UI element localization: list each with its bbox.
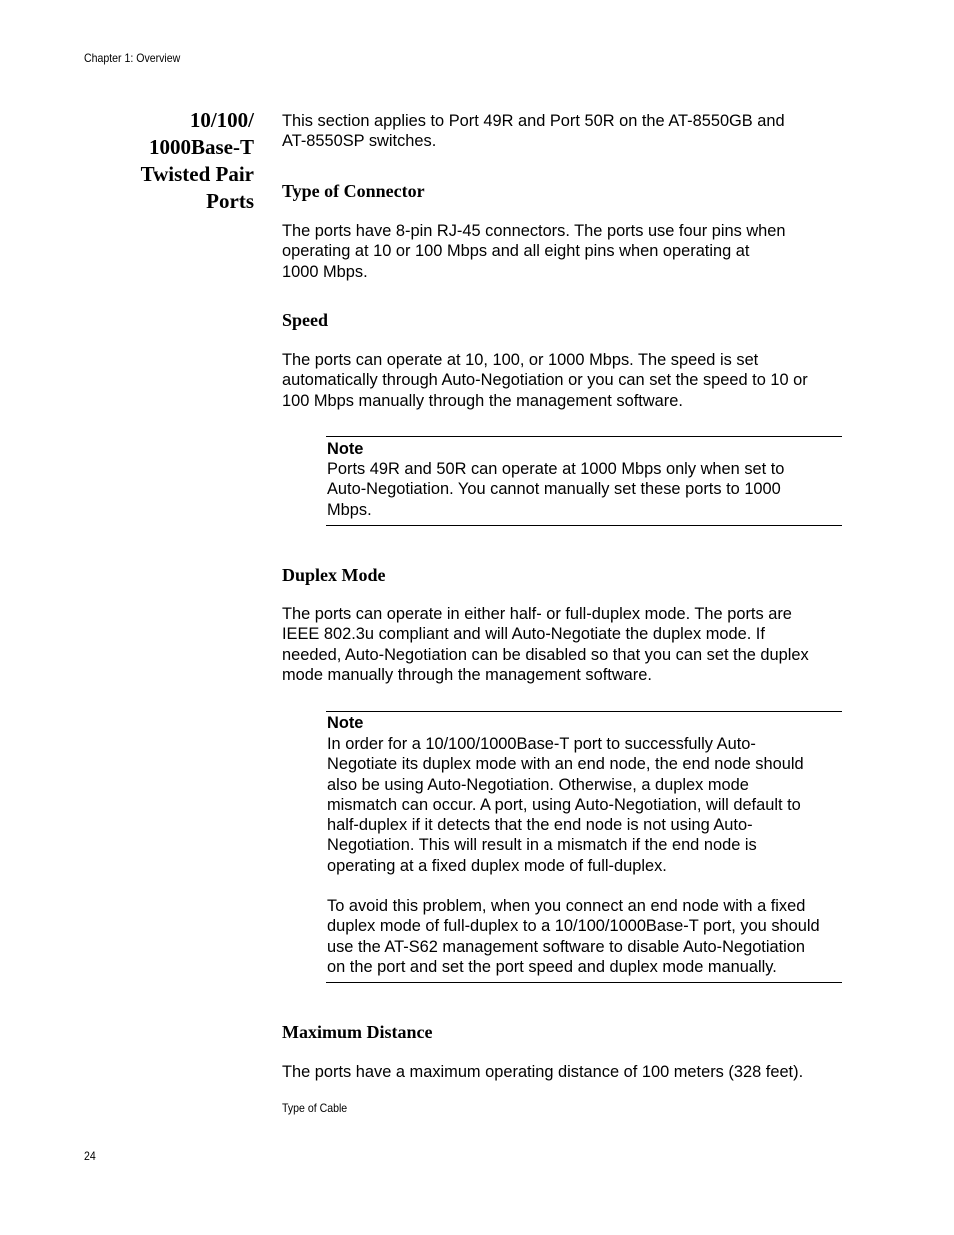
text-line: operating at 10 or 100 Mbps and all eight pins when operating at bbox=[282, 242, 750, 261]
running-header: Chapter 1: Overview bbox=[84, 51, 181, 65]
text-line: needed, Auto-Negotiation can be disabled so that you can set the duplex bbox=[282, 645, 809, 664]
text-line: This section applies to Port 49R and Port 50R on the AT-8550GB and bbox=[282, 112, 785, 130]
duplex-paragraph bbox=[282, 604, 809, 685]
duplex-heading: Duplex Mode bbox=[282, 565, 386, 585]
speed-note-body bbox=[327, 459, 784, 520]
text-line: The ports can operate at 10, 100, or 1000 Mbps. The speed is set bbox=[282, 351, 759, 369]
text-line: In order for a 10/100/1000Base-T port to successfully Auto- bbox=[327, 735, 756, 753]
text-line: To avoid this problem, when you connect an end node with a fixed bbox=[327, 897, 806, 915]
text-line: on the port and set the port speed and duplex mode manually. bbox=[327, 957, 777, 976]
note-bottom-rule bbox=[326, 525, 842, 526]
text-line: Auto-Negotiation. You cannot manually set these ports to 1000 bbox=[327, 480, 781, 499]
note-top-rule bbox=[326, 711, 842, 712]
text-line: Negotiate its duplex mode with an end node, the end node should bbox=[327, 755, 804, 774]
text-line: also be using Auto-Negotiation. Otherwise, a duplex mode bbox=[327, 775, 749, 794]
text-line: 1000 Mbps. bbox=[282, 262, 368, 281]
text-line: automatically through Auto-Negotiation or you can set the speed to 10 or bbox=[282, 371, 808, 390]
section-title bbox=[100, 107, 254, 215]
text-line: Negotiation. This will result in a mismatch if the end node is bbox=[327, 836, 757, 855]
distance-heading: Maximum Distance bbox=[282, 1022, 433, 1042]
text-line: The ports have 8-pin RJ-45 connectors. The ports use four pins when bbox=[282, 222, 786, 240]
text-line: mode manually through the management software. bbox=[282, 665, 652, 684]
text-line: IEEE 802.3u compliant and will Auto-Negotiate the duplex mode. If bbox=[282, 625, 765, 644]
text-line: 100 Mbps manually through the management software. bbox=[282, 391, 683, 410]
section-title-line: 10/100/ bbox=[189, 108, 254, 132]
section-title-line: Ports bbox=[206, 189, 254, 213]
section-title-line: 1000Base-T bbox=[149, 135, 254, 159]
section-title-line: Twisted Pair bbox=[140, 162, 254, 186]
speed-heading: Speed bbox=[282, 310, 329, 330]
distance-paragraph: The ports have a maximum operating distance of 100 meters (328 feet). bbox=[282, 1063, 804, 1081]
text-line: The ports can operate in either half- or full-duplex mode. The ports are bbox=[282, 605, 792, 623]
text-line: duplex mode of full-duplex to a 10/100/1000Base-T port, you should bbox=[327, 917, 820, 936]
connector-paragraph bbox=[282, 221, 786, 282]
text-line: half-duplex if it detects that the end node is not using Auto- bbox=[327, 816, 753, 835]
duplex-note-paragraph-2 bbox=[327, 896, 820, 977]
text-line: Ports 49R and 50R can operate at 1000 Mbps only when set to bbox=[327, 460, 785, 478]
text-line: Mbps. bbox=[327, 500, 372, 519]
connector-heading: Type of Connector bbox=[282, 181, 425, 201]
note-bottom-rule bbox=[326, 982, 842, 983]
text-line: mismatch can occur. A port, using Auto-Negotiation, will default to bbox=[327, 795, 801, 814]
duplex-note-paragraph-1 bbox=[327, 734, 804, 876]
intro-paragraph bbox=[282, 111, 785, 152]
text-line: operating at a fixed duplex mode of full-duplex. bbox=[327, 856, 667, 875]
text-line: use the AT-S62 management software to disable Auto-Negotiation bbox=[327, 937, 806, 956]
speed-paragraph bbox=[282, 350, 808, 411]
note-title: Note bbox=[327, 440, 364, 458]
note-top-rule bbox=[326, 436, 842, 437]
cable-type-label: Type of Cable bbox=[282, 1101, 348, 1115]
page-number: 24 bbox=[84, 1149, 96, 1163]
text-line: AT-8550SP switches. bbox=[282, 132, 437, 151]
note-title: Note bbox=[327, 714, 364, 732]
